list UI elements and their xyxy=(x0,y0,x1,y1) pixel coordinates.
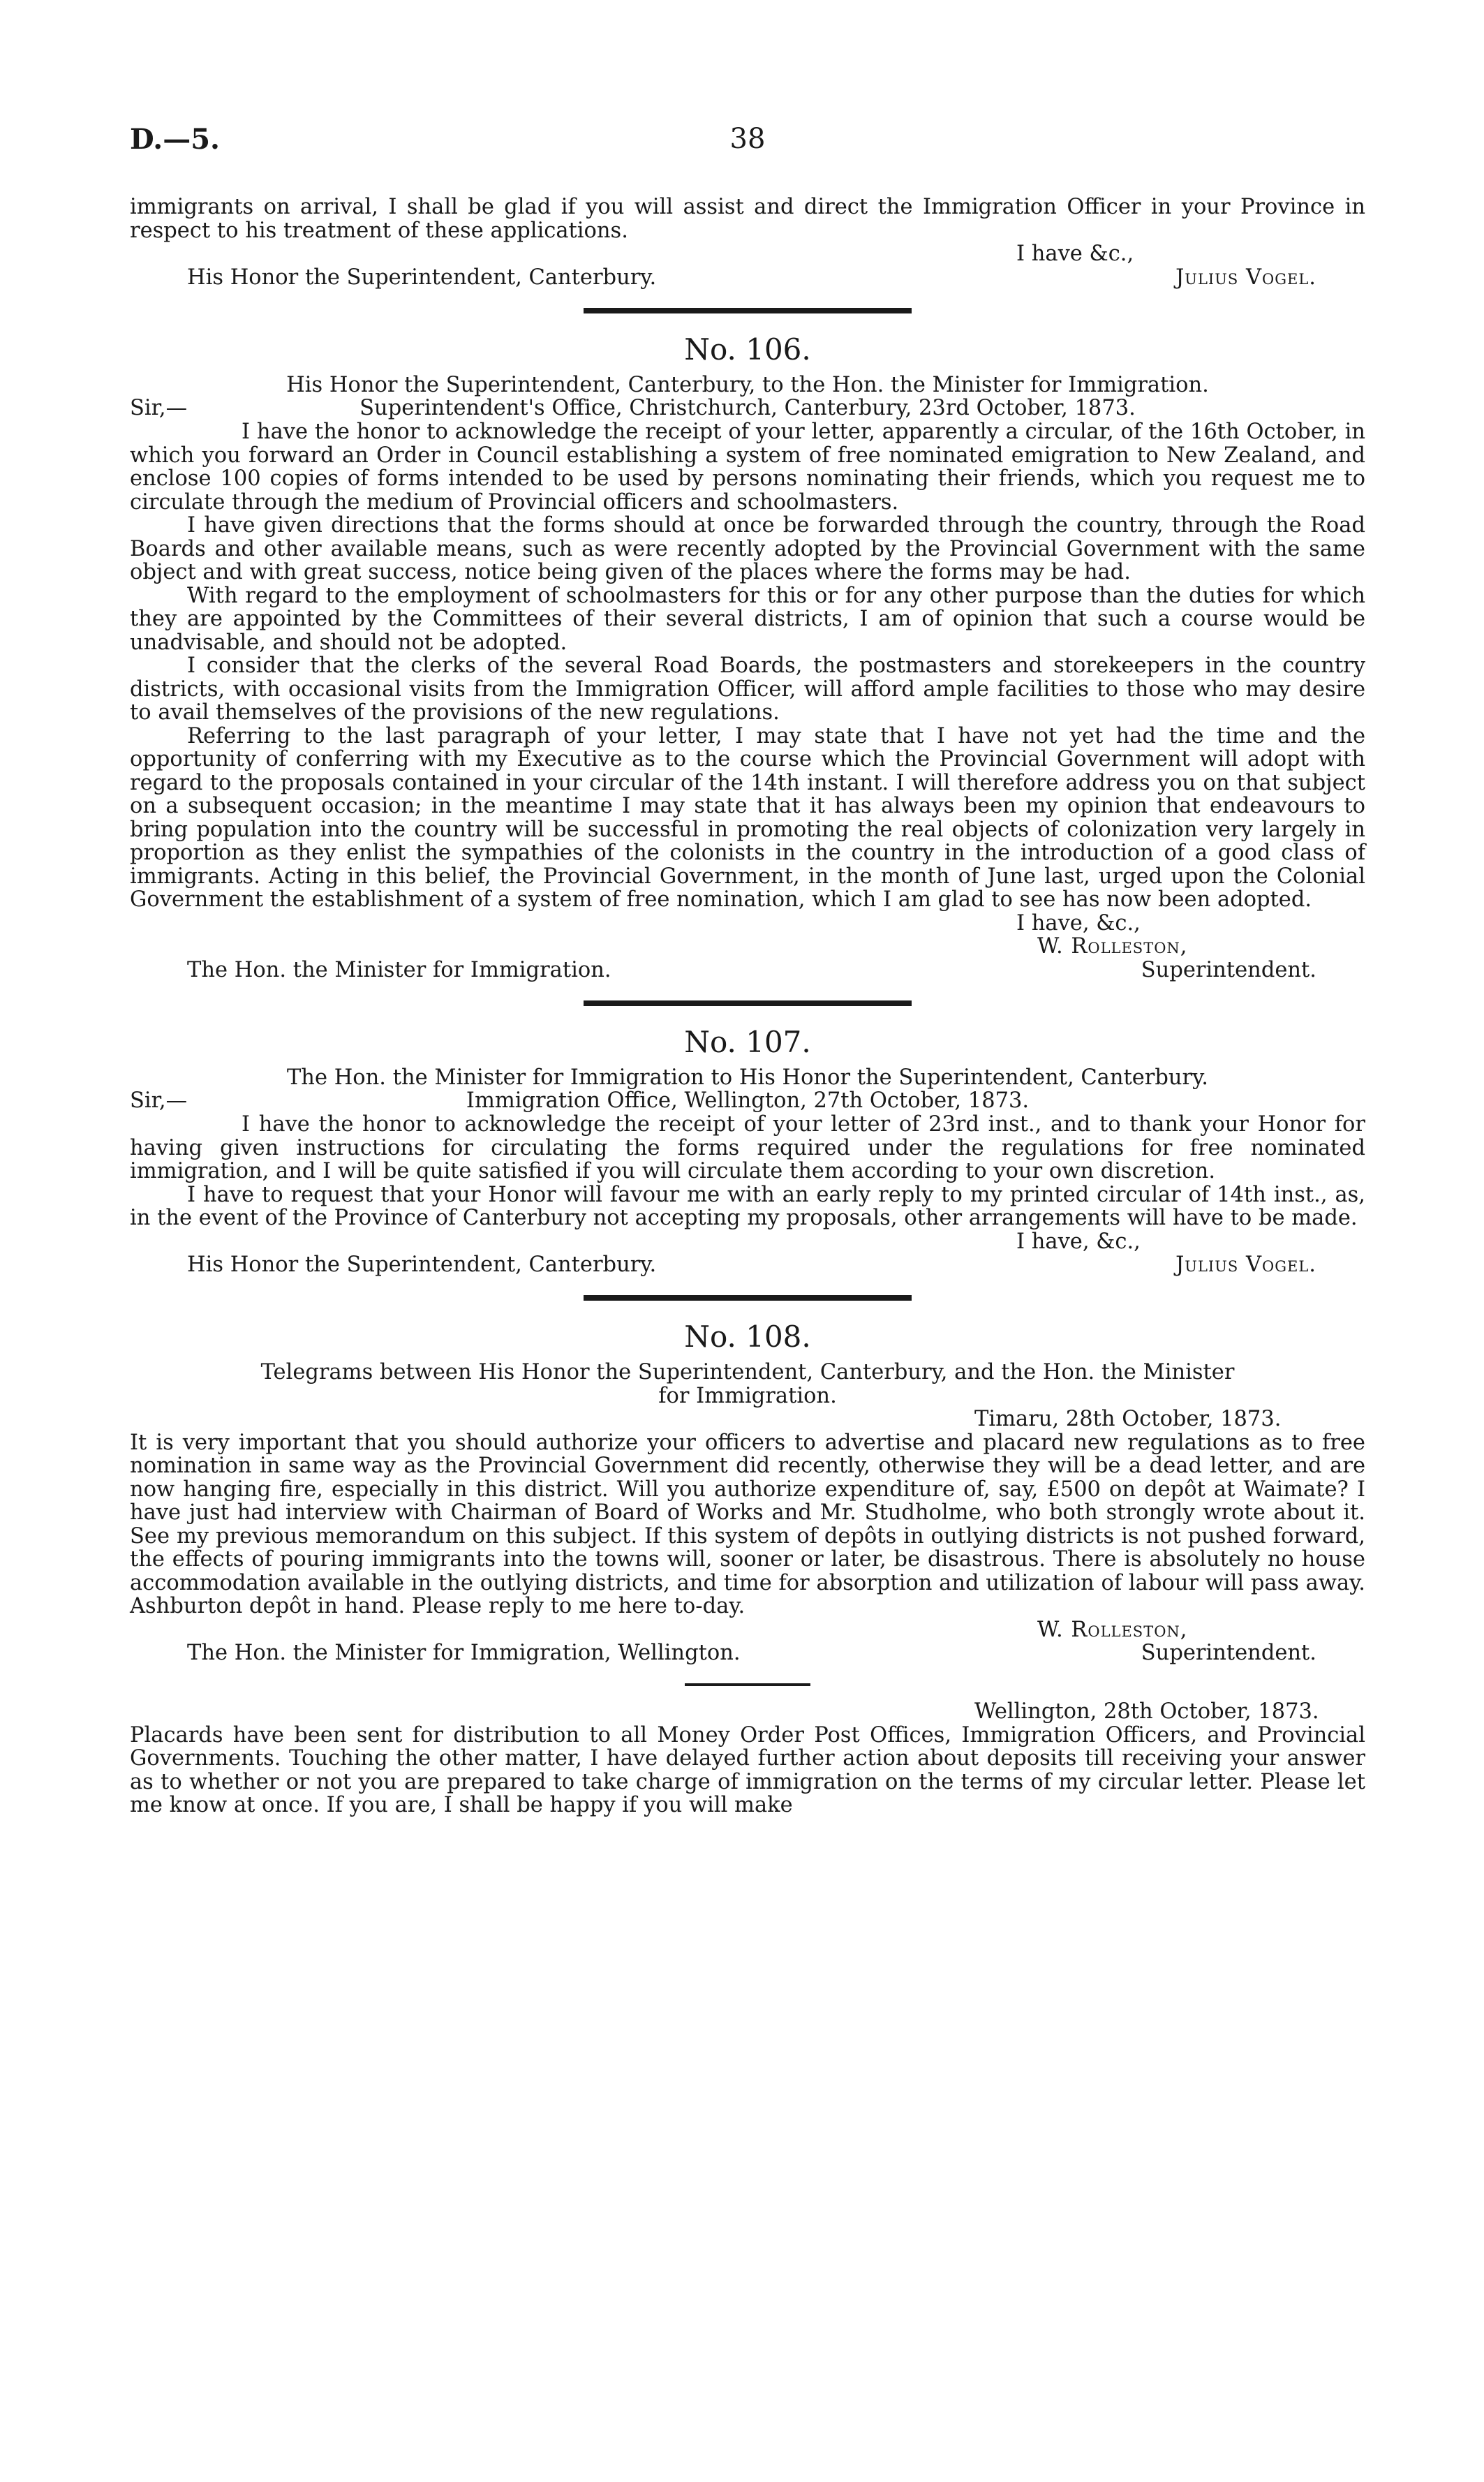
letter-108 xyxy=(130,1320,1365,1817)
signer-name: W. Rolleston, xyxy=(1037,1617,1188,1642)
closing-line: I have, &c., xyxy=(1016,1229,1141,1254)
section-divider xyxy=(584,1000,912,1006)
continuation-text: immigrants on arrival, I shall be glad if you will assist and direct the Immigration Officer in your Province in respect to his treatment of these applications. xyxy=(130,195,1365,243)
addressee: His Honor the Superintendent, Canterbury. xyxy=(187,1253,657,1277)
signer-title: Superintendent. xyxy=(1141,1641,1316,1665)
sender-address: Immigration Office, Wellington, 27th October, 1873. xyxy=(466,1088,1030,1113)
telegram-divider xyxy=(685,1683,810,1686)
signature-block xyxy=(130,959,1365,982)
signature-block xyxy=(130,1641,1365,1665)
closing-line: I have &c., xyxy=(1016,242,1134,266)
letter-title: The Hon. the Minister for Immigration to His Honor the Superintendent, Canterbury. xyxy=(286,1065,1209,1090)
signer-name: W. Rolleston, xyxy=(1037,934,1188,959)
salutation-line xyxy=(130,397,1365,420)
salutation: Sir,— xyxy=(130,396,188,420)
section-divider xyxy=(584,308,912,313)
paragraph: I have to request that your Honor will favour me with an early reply to my printed circular of 14th inst., as, in the event of the Province of Canterbury not accepting my proposals, other arrangements will have to be made. xyxy=(130,1182,1365,1230)
signer-name: Julius Vogel. xyxy=(1175,1253,1316,1277)
addressee: The Hon. the Minister for Immigration, Wellington. xyxy=(187,1641,741,1665)
telegram-text: Placards have been sent for distribution to all Money Order Post Offices, Immigration Officers, and Provincial Governments. Touching the other matter, I have delayed further action about deposits till receiving your answer as to whether or not you are prepared to take charge of immigration on the terms of my circular letter. Please let me know at once. If you are, I shall be happy if you will make xyxy=(130,1722,1365,1817)
paragraph: I consider that the clerks of the several Road Boards, the postmasters and storekeepers in the country districts, with occasional visits from the Immigration Officer, will afford ample facilities to those who may desire to avail themselves of the provisions of the new regulations. xyxy=(130,653,1365,725)
paragraph: I have the honor to acknowledge the receipt of your letter of 23rd inst., and to thank your Honor for having given instructions for circulating the forms required under the regulations for free nominated immigration, and I will be quite satisfied if you will circulate them according to your own discretion. xyxy=(130,1112,1365,1183)
letter-106 xyxy=(130,333,1365,982)
signature-block xyxy=(130,1253,1365,1277)
signer-name: Julius Vogel. xyxy=(1175,265,1316,290)
page-number: 38 xyxy=(729,123,766,155)
letter-title: His Honor the Superintendent, Canterbury, to the Hon. the Minister for Immigration. xyxy=(286,372,1209,397)
salutation-line xyxy=(130,1089,1365,1113)
letter-title-continued: for Immigration. xyxy=(658,1383,837,1408)
letter-title: Telegrams between His Honor the Superintendent, Canterbury, and the Hon. the Minister xyxy=(260,1360,1235,1384)
signature-block xyxy=(130,266,1365,290)
letter-number: No. 106. xyxy=(684,332,811,367)
telegram-text: It is very important that you should authorize your officers to advertise and placard new regulations as to free nomination in same way as the Provincial Government did recently, otherwise they will be a dead letter, and are now hanging fire, especially in this district. Will you authorize expenditure of, say, £500 on depôt at Waimate? I have just had interview with Chairman of Board of Works and Mr. Studholme, who both strongly wrote about it. See my previous memorandum on this subject. If this system of depôts in outlying districts is not pushed forward, the effects of pouring immigrants into the towns will, sooner or later, be disastrous. There is absolutely no house accommodation available in the outlying districts, and time for absorption and utilization of labour will pass away. Ashburton depôt in hand. Please reply to me here to-day. xyxy=(130,1430,1365,1618)
letter-number: No. 107. xyxy=(684,1024,811,1059)
letter-number: No. 108. xyxy=(684,1320,811,1354)
telegram-dateline: Wellington, 28th October, 1873. xyxy=(974,1699,1319,1724)
signer-title: Superintendent. xyxy=(1141,957,1316,982)
telegram-dateline: Timaru, 28th October, 1873. xyxy=(974,1407,1282,1431)
addressee: The Hon. the Minister for Immigration. xyxy=(187,957,611,982)
closing-line: I have, &c., xyxy=(1016,910,1141,936)
paragraph: I have given directions that the forms should at once be forwarded through the country, through the Road Boards and other available means, such as were recently adopted by the Provincial Government with the same object and with great success, notice being given of the places where the forms may be had. xyxy=(130,513,1365,584)
section-divider xyxy=(584,1295,912,1301)
paragraph: With regard to the employment of schoolmasters for this or for any other purpose than the duties for which they are appointed by the Committees of their several districts, I am of opinion that such a course would be unadvisable, and should not be adopted. xyxy=(130,583,1365,655)
letter-107 xyxy=(130,1026,1365,1278)
paragraph: Referring to the last paragraph of your letter, I may state that I have not yet had the time and the opportunity of conferring with my Executive as to the course which the Provincial Government will adopt with regard to the proposals contained in your circular of the 14th instant. I will therefore address you on that subject on a subsequent occasion; in the meantime I may state that it has always been my opinion that endeavours to bring population into the country will be successful in promoting the real objects of colonization very largely in proportion as they enlist the sympathies of the colonists in the country in the introduction of a good class of immigrants. Acting in this belief, the Provincial Government, in the month of June last, urged upon the Colonial Government the establishment of a system of free nomination, which I am glad to see has now been adopted. xyxy=(130,723,1365,912)
sender-address: Superintendent's Office, Christchurch, Canterbury, 23rd October, 1873. xyxy=(359,396,1136,420)
addressee: His Honor the Superintendent, Canterbury. xyxy=(187,265,657,290)
paragraph: I have the honor to acknowledge the receipt of your letter, apparently a circular, of the 16th October, in which you forward an Order in Council establishing a system of free nominated emigration to New Zealand, and enclose 100 copies of forms intended to be used by persons nominating their friends, which you request me to circulate through the medium of Provincial officers and schoolmasters. xyxy=(130,420,1365,515)
document-body xyxy=(130,195,1365,1817)
document-reference: D.—5. xyxy=(130,123,220,156)
salutation: Sir,— xyxy=(130,1088,188,1113)
page-header xyxy=(130,123,1365,165)
